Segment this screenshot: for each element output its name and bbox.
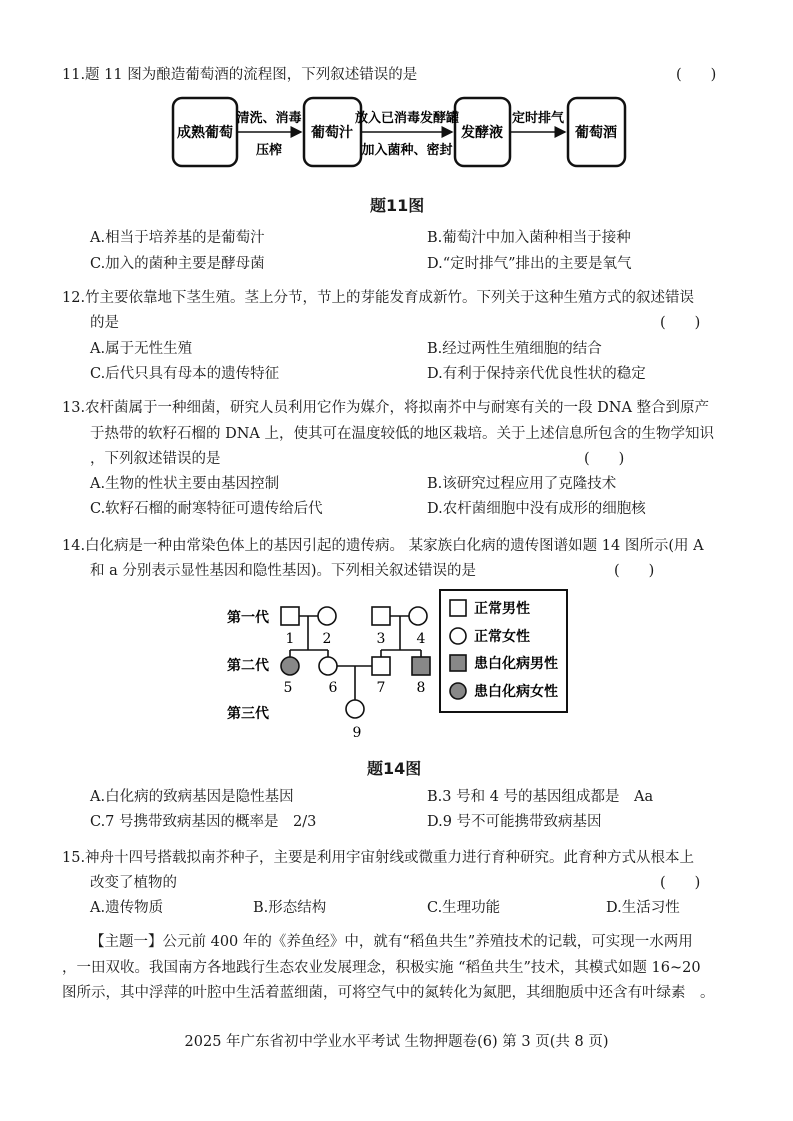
person-8-affected-male <box>412 657 430 675</box>
q14-pedigree <box>225 588 575 746</box>
q12-option-d[interactable]: D.有利于保持亲代优良性状的稳定 <box>427 366 646 382</box>
num-8: 8 <box>416 680 426 696</box>
num-5: 5 <box>283 680 293 696</box>
q15-option-a[interactable]: A.遗传物质 <box>90 900 164 916</box>
q13-option-d[interactable]: D.农杆菌细胞中没有成形的细胞核 <box>427 501 646 517</box>
q13-stem-line2: 于热带的软籽石榴的 DNA 上，使其可在温度较低的地区栽培。关于上述信息所包含的生物学知识 <box>90 426 714 442</box>
person-9-normal-female <box>346 700 364 718</box>
gen3-label: 第三代 <box>227 706 269 722</box>
q15-stem-line2: 改变了植物的 <box>90 875 177 891</box>
gen1-label: 第一代 <box>227 610 269 626</box>
q12-option-a[interactable]: A.属于无性生殖 <box>90 341 193 357</box>
q11-option-b[interactable]: B.葡萄汁中加入菌种相当于接种 <box>427 230 631 246</box>
q15-answer-paren: ( ) <box>660 875 701 891</box>
person-6-normal-female <box>319 657 337 675</box>
q12-stem-line1: 12.竹主要依靠地下茎生殖。茎上分节，节上的芽能发育成新竹。下列关于这种生殖方式的叙述错误 <box>62 290 695 306</box>
q12-stem-line2: 的是 <box>90 315 119 331</box>
q13-stem-line3: ，下列叙述错误的是 <box>90 451 221 467</box>
q15-option-b[interactable]: B.形态结构 <box>253 900 327 916</box>
legend-affected-male-label: 患白化病男性 <box>474 656 558 672</box>
q11-answer-paren: ( ) <box>676 67 717 83</box>
gen2-label: 第二代 <box>227 658 269 674</box>
legend-affected-male-icon <box>450 655 466 671</box>
flow-box-ferment-label: 发酵液 <box>461 125 503 141</box>
q14-option-d[interactable]: D.9 号不可能携带致病基因 <box>427 814 602 830</box>
num-9: 9 <box>352 725 362 741</box>
q13-answer-paren: ( ) <box>584 451 625 467</box>
legend-normal-male-label: 正常男性 <box>474 601 530 617</box>
flow-arrow3-top: 定时排气 <box>511 111 565 126</box>
flow-arrow2-top: 放入已消毒发酵罐 <box>354 111 460 126</box>
q13-stem-line1: 13.农杆菌属于一种细菌，研究人员利用它作为媒介，将拟南芥中与耐寒有关的一段 DNA 整合到原产 <box>62 400 710 416</box>
flow-arrow1-bottom: 压榨 <box>255 143 283 158</box>
person-3-normal-male <box>372 607 390 625</box>
num-3: 3 <box>376 631 386 647</box>
theme1-line2: ，一田双收。我国南方各地践行生态农业发展理念，积极实施 “稻鱼共生”技术，其模式如题 16~20 <box>62 960 701 976</box>
q14-stem-line2: 和 a 分别表示显性基因和隐性基因)。下列相关叙述错误的是 <box>90 563 477 579</box>
legend-affected-female-label: 患白化病女性 <box>474 684 558 700</box>
theme1-line3: 图所示，其中浮萍的叶腔中生活着蓝细菌，可将空气中的氮转化为氮肥，其细胞质中还含有叶绿素 。 <box>62 985 715 1001</box>
q12-option-b[interactable]: B.经过两性生殖细胞的结合 <box>427 341 602 357</box>
q14-option-c[interactable]: C.7 号携带致病基因的概率是 2/3 <box>90 814 317 830</box>
legend-normal-male-icon <box>450 600 466 616</box>
q14-caption: 题14图 <box>367 759 422 778</box>
q12-answer-paren: ( ) <box>660 315 701 331</box>
num-2: 2 <box>322 631 332 647</box>
q13-option-b[interactable]: B.该研究过程应用了克隆技术 <box>427 476 617 492</box>
flow-box-grape-label: 成熟葡萄 <box>177 125 233 141</box>
person-5-affected-female <box>281 657 299 675</box>
theme1-line1: 【主题一】公元前 400 年的《养鱼经》中，就有“稻鱼共生”养殖技术的记载，可实现一水两用 <box>90 934 693 950</box>
q15-option-d[interactable]: D.生活习性 <box>606 900 680 916</box>
q15-stem-line1: 15.神舟十四号搭载拟南芥种子，主要是利用宇宙射线或微重力进行育种研究。此育种方式从根本上 <box>62 850 695 866</box>
q14-option-a[interactable]: A.白化病的致病基因是隐性基因 <box>90 789 294 805</box>
q11-caption: 题11图 <box>370 196 425 215</box>
num-1: 1 <box>285 631 295 647</box>
q13-option-a[interactable]: A.生物的性状主要由基因控制 <box>90 476 280 492</box>
q13-option-c[interactable]: C.软籽石榴的耐寒特征可遗传给后代 <box>90 501 323 517</box>
legend-normal-female-label: 正常女性 <box>474 629 530 645</box>
q11-option-c[interactable]: C.加入的菌种主要是酵母菌 <box>90 256 265 272</box>
legend-affected-female-icon <box>450 683 466 699</box>
page-footer: 2025 年广东省初中学业水平考试 生物押题卷(6) 第 3 页(共 8 页) <box>184 1034 609 1050</box>
q11-flowchart <box>170 93 630 171</box>
person-1-normal-male <box>281 607 299 625</box>
person-2-normal-female <box>318 607 336 625</box>
flow-box-wine-label: 葡萄酒 <box>575 125 617 141</box>
person-4-normal-female <box>409 607 427 625</box>
q11-option-a[interactable]: A.相当于培养基的是葡萄汁 <box>90 230 265 246</box>
q15-option-c[interactable]: C.生理功能 <box>427 900 501 916</box>
q14-answer-paren: ( ) <box>614 563 655 579</box>
num-6: 6 <box>328 680 338 696</box>
num-7: 7 <box>376 680 386 696</box>
flow-arrow1-top: 清洗、消毒 <box>236 111 302 126</box>
person-7-normal-male <box>372 657 390 675</box>
flow-arrow2-bottom: 加入菌种、密封 <box>361 143 453 158</box>
q11-stem: 11.题 11 图为酿造葡萄酒的流程图，下列叙述错误的是 <box>62 67 418 83</box>
q11-option-d[interactable]: D.“定时排气”排出的主要是氧气 <box>427 256 632 272</box>
q12-option-c[interactable]: C.后代只具有母本的遗传特征 <box>90 366 280 382</box>
q14-option-b[interactable]: B.3 号和 4 号的基因组成都是 Aa <box>427 789 654 805</box>
flow-box-juice-label: 葡萄汁 <box>311 125 353 141</box>
q14-stem-line1: 14.白化病是一种由常染色体上的基因引起的遗传病。 某家族白化病的遗传图谱如题 14 图所示(用 A <box>62 538 704 554</box>
legend-normal-female-icon <box>450 628 466 644</box>
num-4: 4 <box>416 631 426 647</box>
